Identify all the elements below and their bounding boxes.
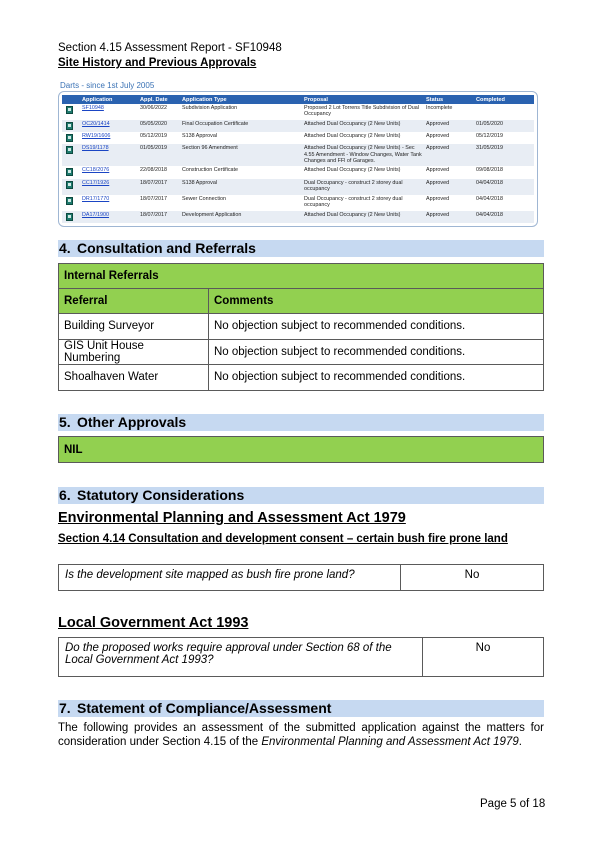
status: Approved [426, 195, 450, 202]
application-type: Section 96 Amendment [180, 144, 302, 166]
section-number: 6. [59, 487, 71, 503]
application-link[interactable]: CC18/2076 [82, 167, 110, 174]
section-title: Statutory Considerations [77, 487, 245, 503]
referral-comment: No objection subject to recommended conditions. [209, 339, 544, 365]
completed [474, 104, 534, 120]
application-type: Subdivision Application [182, 105, 238, 111]
application-link[interactable]: RW19/1606 [82, 133, 111, 140]
s68-question: Do the proposed works require approval under Section 68 of the Local Government Act 1993? [59, 638, 423, 677]
application-link[interactable]: OC20/1414 [82, 121, 110, 127]
referral-column-header: Referral [59, 289, 209, 314]
section-7-heading [58, 700, 544, 717]
report-title: Section 4.15 Assessment Report - SF10948 [58, 42, 282, 54]
section-number: 5. [59, 414, 71, 430]
completed: 09/08/2018 [476, 167, 503, 174]
section-6-heading [58, 487, 544, 504]
darts-table-frame [58, 91, 538, 227]
application-type: Sewer Connection [182, 195, 227, 202]
site-history-heading: Site History and Previous Approvals [58, 57, 257, 69]
completed: 04/04/2018 [474, 179, 534, 195]
completed: 31/05/2019 [474, 144, 534, 166]
document-icon[interactable] [66, 106, 73, 114]
appl-date: 18/07/2017 [140, 195, 167, 202]
application-link[interactable]: SF10948 [82, 105, 104, 111]
darts-col-application: Application [80, 95, 138, 104]
paragraph-text: The following provides an assessment of the submitted application against the matters for consideration under Section 4.15 of the [58, 722, 544, 748]
referral-comment: No objection subject to recommended conditions. [209, 365, 544, 391]
table-row [59, 314, 544, 340]
bushfire-question: Is the development site mapped as bush fire prone land? [59, 565, 401, 591]
table-row [62, 179, 534, 195]
referrals-table [58, 263, 544, 391]
table-row [62, 195, 534, 211]
application-link[interactable]: CC17/1926 [82, 179, 110, 186]
darts-table [62, 95, 534, 223]
appl-date: 18/07/2017 [138, 211, 180, 223]
s68-answer: No [423, 638, 544, 677]
application-link[interactable]: DR17/1770 [82, 195, 110, 202]
status: Incomplete [426, 105, 453, 111]
bushfire-answer: No [401, 565, 544, 591]
document-icon[interactable] [66, 213, 73, 221]
document-icon[interactable] [66, 146, 73, 154]
application-link[interactable]: DA17/1900 [82, 211, 109, 218]
referrals-table-title: Internal Referrals [59, 264, 544, 289]
act-name: Environmental Planning and Assessment Act 1979 [261, 736, 519, 748]
proposal: Attached Dual Occupancy (2 New Units) [302, 211, 424, 223]
proposal: Attached Dual Occupancy (2 New Units) [304, 167, 401, 174]
document-icon[interactable] [66, 197, 73, 205]
appl-date: 05/05/2020 [138, 120, 180, 132]
proposal: Dual Occupancy - construct 2 storey dual occupancy [302, 179, 424, 195]
completed: 04/04/2018 [474, 211, 534, 223]
application-type: S138 Approval [182, 133, 218, 140]
table-row [59, 339, 544, 365]
proposal: Attached Dual Occupancy (2 New Units) [304, 133, 401, 140]
application-type: S138 Approval [180, 179, 302, 195]
referral-name: Shoalhaven Water [59, 365, 209, 391]
darts-col-completed: Completed [474, 95, 534, 104]
darts-title: Darts - since 1st July 2005 [60, 81, 155, 90]
section-5-heading [58, 414, 544, 431]
appl-date: 18/07/2017 [138, 179, 180, 195]
section-title: Statement of Compliance/Assessment [77, 700, 332, 716]
application-type: Construction Certificate [182, 167, 239, 174]
referral-name: Building Surveyor [59, 314, 209, 340]
status: Approved [426, 133, 450, 140]
s68-question-table [58, 637, 544, 677]
section-4-heading [58, 240, 544, 257]
darts-col-date: Appl. Date [138, 95, 180, 104]
paragraph-end: . [518, 736, 522, 748]
page-number: Page 5 of 18 [480, 798, 546, 810]
status: Approved [424, 179, 474, 195]
application-link[interactable]: DS19/1178 [82, 145, 109, 152]
table-row [62, 144, 534, 166]
darts-col-status: Status [424, 95, 474, 104]
table-row [59, 565, 544, 591]
proposal: Dual Occupancy - construct 2 storey dual occupancy [304, 195, 403, 208]
section-title: Consultation and Referrals [77, 240, 256, 256]
document-icon[interactable] [66, 168, 73, 176]
assessment-paragraph [58, 721, 544, 749]
application-type: Development Application [180, 211, 302, 223]
completed: 01/05/2020 [474, 120, 534, 132]
status: Approved [424, 144, 474, 166]
table-row [59, 638, 544, 677]
referral-name: GIS Unit House Numbering [59, 339, 209, 365]
referral-comment: No objection subject to recommended conditions. [209, 314, 544, 340]
proposal: Attached Dual Occupancy (2 New Units) [302, 120, 424, 132]
status: Approved [424, 120, 474, 132]
darts-history-panel [58, 80, 538, 228]
proposal: Proposed 2 Lot Torrens Title Subdivision of Dual Occupancy [304, 105, 419, 118]
bushfire-question-table [58, 564, 544, 591]
table-row [59, 365, 544, 391]
document-icon[interactable] [66, 122, 73, 130]
table-row [62, 211, 534, 223]
table-row [62, 104, 534, 120]
other-approvals-value: NIL [58, 436, 544, 463]
proposal: Attached Dual Occupancy (2 New Units) - Sec 4.55 Amendment - Window Changes, Water Tank Changes and FFl of Garages. [302, 144, 424, 166]
status: Approved [424, 211, 474, 223]
darts-col-type: Application Type [180, 95, 302, 104]
appl-date: 01/05/2019 [138, 144, 180, 166]
comments-column-header: Comments [209, 289, 544, 314]
table-row [62, 132, 534, 144]
darts-col-proposal: Proposal [302, 95, 424, 104]
document-icon[interactable] [66, 181, 73, 189]
document-icon[interactable] [66, 134, 73, 142]
table-row [62, 166, 534, 178]
appl-date: 05/12/2019 [140, 133, 167, 140]
section-title: Other Approvals [77, 414, 187, 430]
appl-date: 22/08/2018 [140, 167, 167, 174]
lg-act-heading: Local Government Act 1993 [58, 615, 249, 631]
section-number: 4. [59, 240, 71, 256]
appl-date: 30/06/2022 [140, 105, 167, 111]
application-type: Final Occupation Certificate [180, 120, 302, 132]
darts-header-row [62, 95, 534, 104]
completed: 04/04/2018 [476, 195, 503, 202]
section-number: 7. [59, 700, 71, 716]
status: Approved [426, 167, 450, 174]
ep-act-heading: Environmental Planning and Assessment Act 1979 [58, 510, 406, 526]
darts-col-icon [62, 95, 80, 104]
section-4-14-heading: Section 4.14 Consultation and development consent – certain bush fire prone land [58, 533, 508, 545]
completed: 05/12/2019 [476, 133, 503, 140]
table-row [62, 120, 534, 132]
